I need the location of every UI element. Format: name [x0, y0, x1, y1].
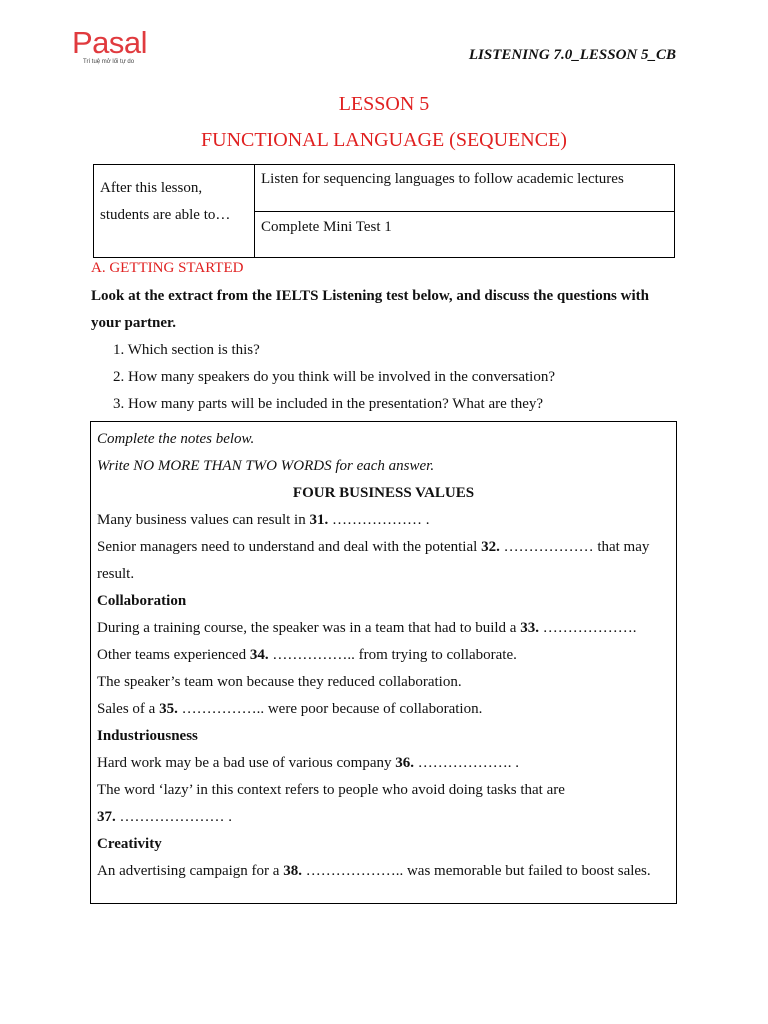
note-line-36: Hard work may be a bad use of various company 36. ………………. . — [97, 755, 519, 771]
question-number: 34. — [249, 647, 269, 663]
note-line-38: An advertising campaign for a 38. ……………….. was memorable but failed to boost sales. — [97, 863, 651, 879]
question-number: 38. — [283, 863, 302, 879]
section-a-heading: A. GETTING STARTED — [91, 260, 244, 276]
note-line-33: During a training course, the speaker was in a team that had to build a 33. ………………. — [97, 620, 637, 636]
answer-blank: ……………… that may result. — [97, 539, 650, 582]
notes-word-limit: Write NO MORE THAN TWO WORDS for each answer. — [97, 458, 435, 474]
question-number: 32. — [481, 539, 500, 555]
answer-blank: ……………… . — [328, 512, 430, 528]
subheading-creativity: Creativity — [97, 836, 162, 852]
lesson-title: LESSON 5 — [338, 93, 430, 115]
notes-instruction: Complete the notes below. — [97, 431, 255, 447]
question-number: 33. — [520, 620, 539, 636]
note-line-35: Sales of a 35. …………….. were poor because of collaboration. — [97, 701, 483, 717]
note-line-37-text: The word ‘lazy’ in this context refers to people who avoid doing tasks that are — [97, 782, 565, 798]
note-line-34: Other teams experienced 34. …………….. from trying to collaborate. — [97, 647, 517, 663]
answer-blank: ………………. — [538, 620, 637, 636]
note-line-37 — [97, 804, 670, 831]
notes-title: FOUR BUSINESS VALUES — [292, 485, 475, 501]
lesson-topic: FUNCTIONAL LANGUAGE (SEQUENCE) — [201, 129, 567, 151]
discussion-questions — [113, 337, 555, 418]
logo-tagline: Trí tuệ mở lối tự do — [83, 59, 135, 65]
answer-blank: …………….. were poor because of collaboration. — [177, 701, 483, 717]
question-number: 37. — [97, 809, 116, 825]
question-item: 1. Which section is this? — [113, 342, 260, 358]
objectives-table — [93, 164, 675, 258]
pasal-logo — [72, 26, 162, 72]
answer-blank: ………………. . — [414, 755, 519, 771]
objectives-lead: After this lesson, students are able to… — [94, 165, 255, 258]
answer-blank: ………………… . — [115, 809, 232, 825]
question-number: 36. — [395, 755, 414, 771]
document-code: LISTENING 7.0_LESSON 5_CB — [468, 47, 676, 63]
logo-wordmark: Pasal — [72, 25, 148, 60]
answer-blank: …………….. from trying to collaborate. — [268, 647, 517, 663]
question-number: 31. — [309, 512, 329, 528]
objective-item: Complete Mini Test 1 — [255, 212, 675, 258]
subheading-collaboration: Collaboration — [97, 593, 187, 609]
question-item: 2. How many speakers do you think will be involved in the conversation? — [113, 369, 555, 385]
note-line-31: Many business values can result in 31. ……………… . — [97, 512, 430, 528]
note-line-32: Senior managers need to understand and deal with the potential 32. ……………… that may result. — [97, 539, 650, 582]
notes-completion-box — [90, 421, 677, 904]
section-a-instruction: Look at the extract from the IELTS Listening test below, and discuss the questions with your partner. — [91, 288, 649, 331]
subheading-industriousness: Industriousness — [97, 728, 198, 744]
objective-item: Listen for sequencing languages to follow academic lectures — [255, 165, 675, 212]
answer-blank: ……………….. was memorable but failed to boost sales. — [301, 863, 651, 879]
note-line-team-won: The speaker’s team won because they reduced collaboration. — [97, 674, 462, 690]
question-number: 35. — [159, 701, 178, 717]
question-item: 3. How many parts will be included in the presentation? What are they? — [113, 396, 544, 412]
